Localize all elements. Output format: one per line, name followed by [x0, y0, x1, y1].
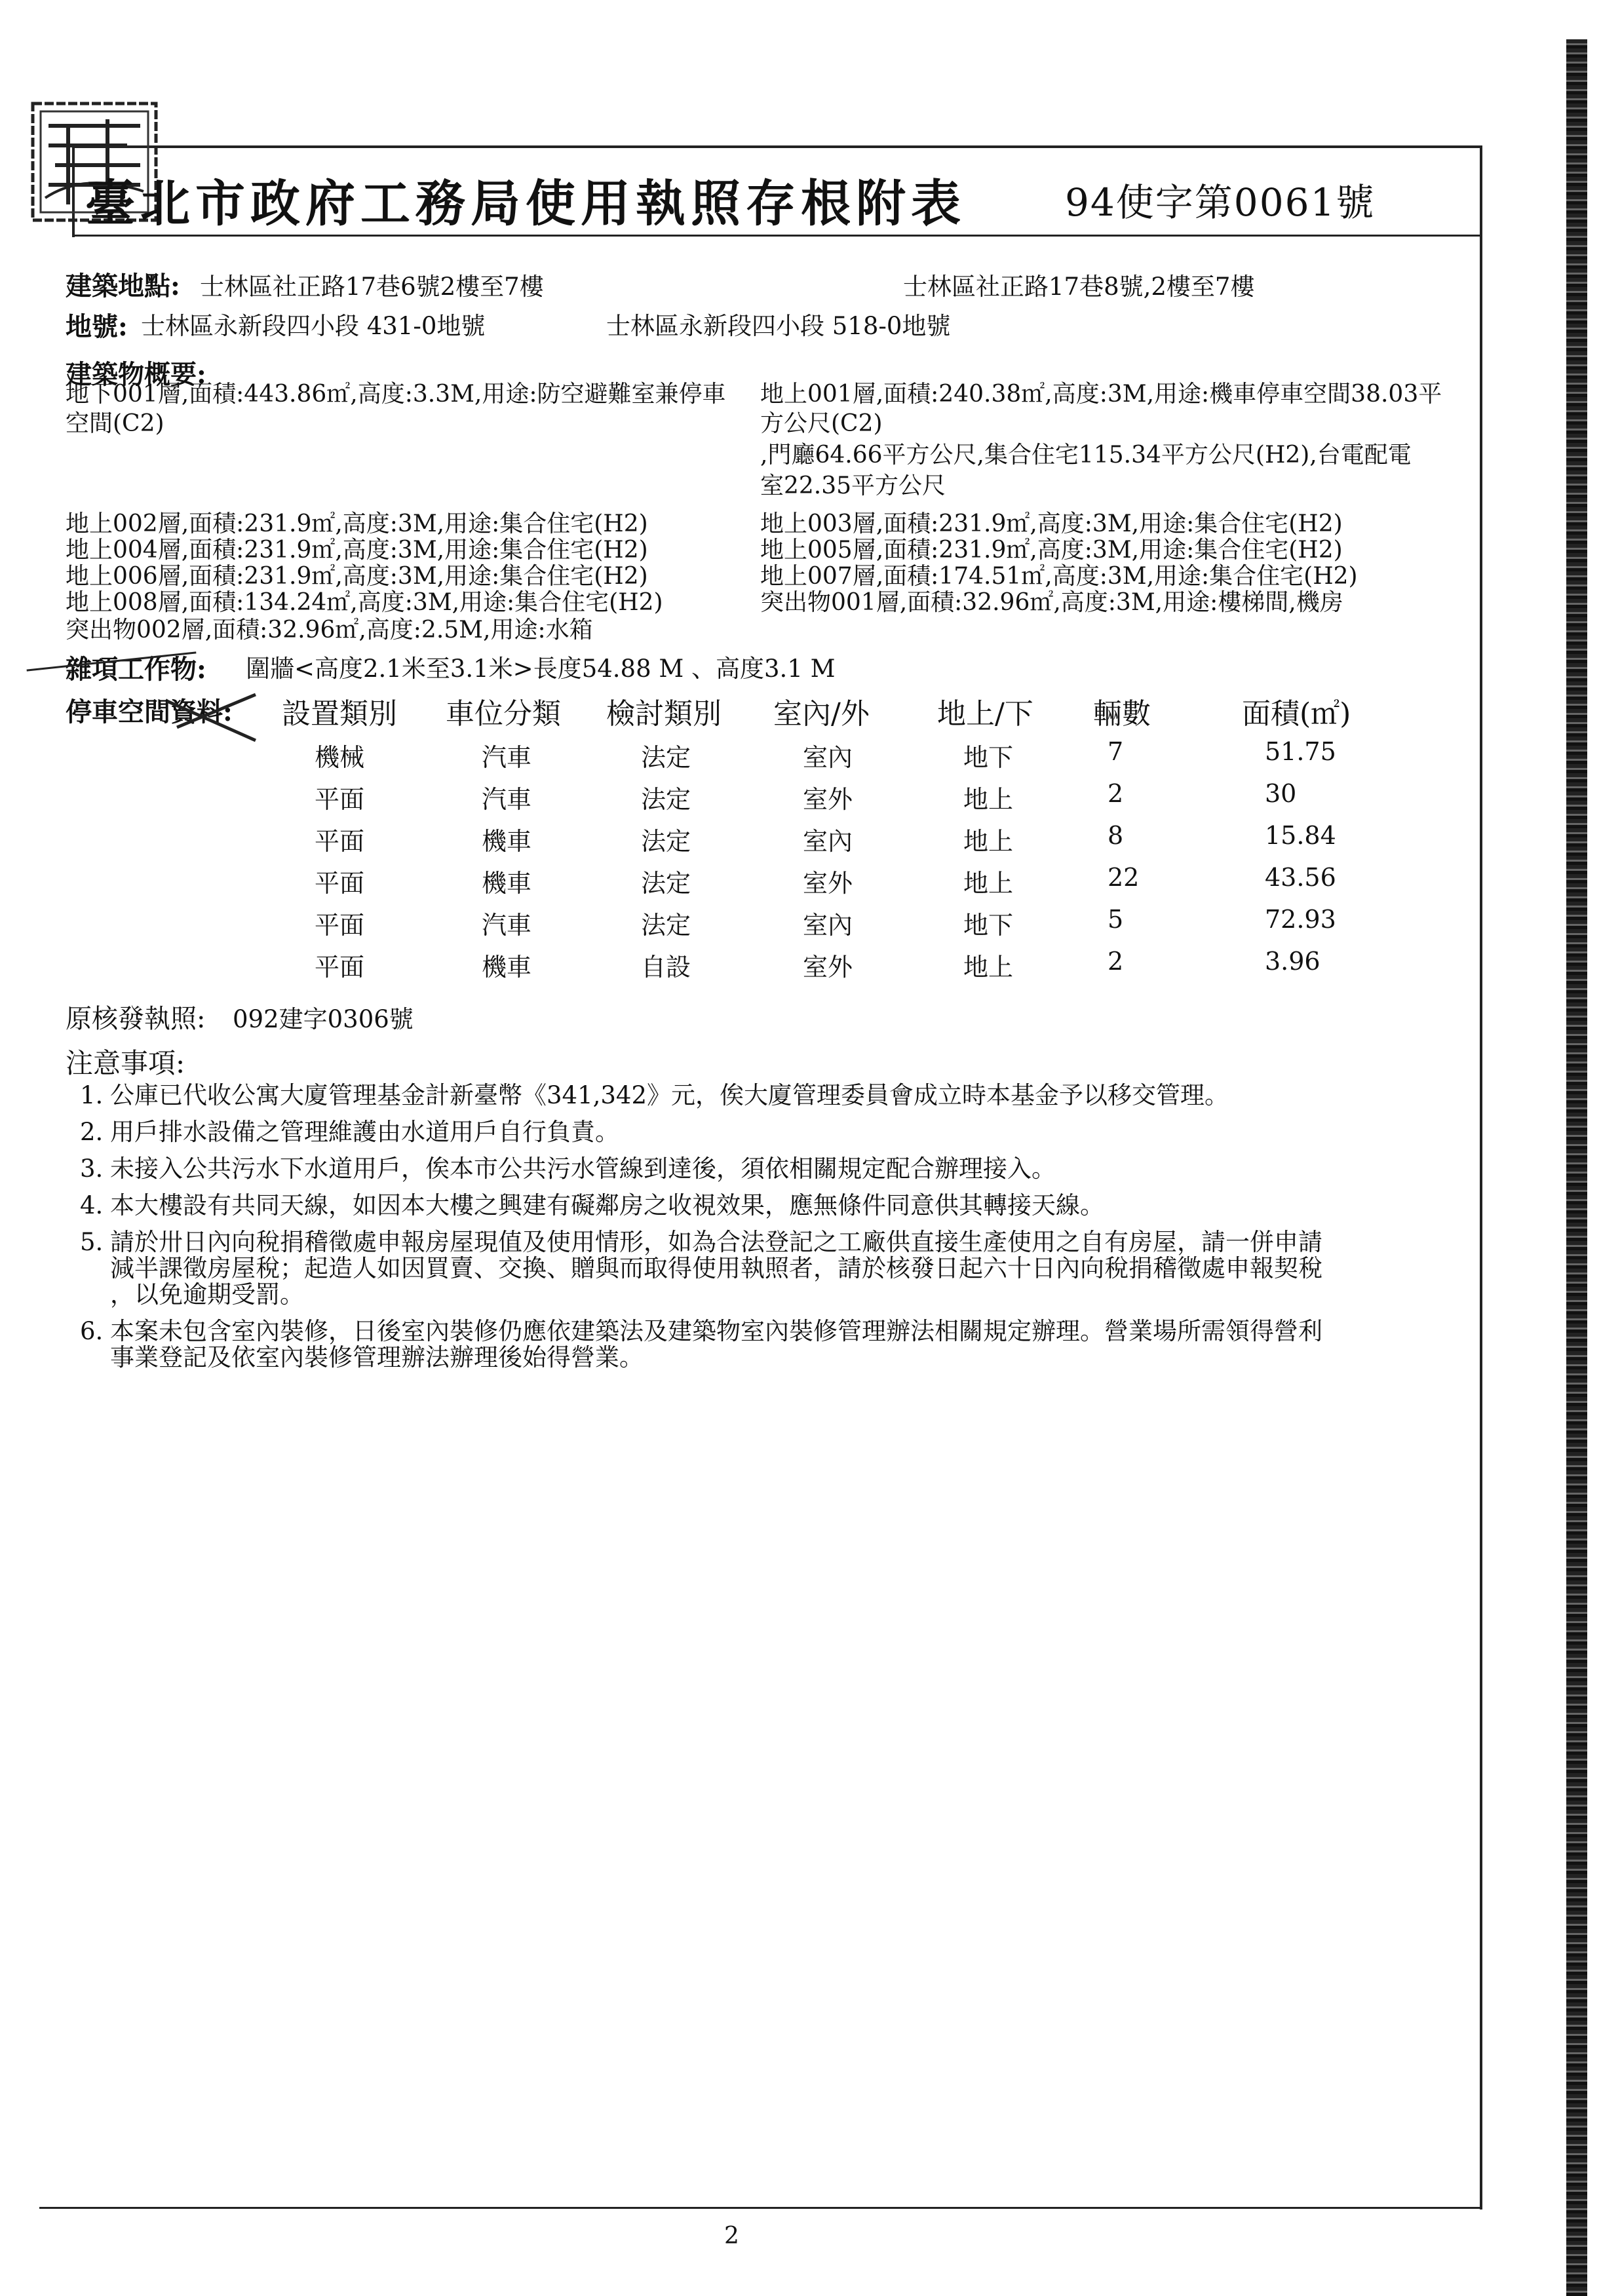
parking-cell: 平面 [315, 827, 365, 856]
parking-cell: 平面 [315, 911, 365, 940]
scan-edge-shadow [1566, 39, 1587, 2296]
parking-cell: 機車 [482, 869, 532, 898]
parking-cell: 室外 [803, 869, 853, 898]
note-line: 請於卅日內向稅捐稽徵處申報房屋現值及使用情形，如為合法登記之工廠供直接生產使用之自有房屋，請一併申請 [110, 1228, 1322, 1256]
note-number: 4. [80, 1191, 104, 1219]
note-number: 5. [80, 1228, 104, 1256]
parking-cell: 8 [1108, 821, 1124, 850]
parking-cell: 地上 [963, 785, 1014, 814]
summary-right-row: 室22.35平方公尺 [760, 472, 946, 499]
parking-cell: 法定 [641, 743, 691, 772]
note-line: 本大樓設有共同天線，如因本大樓之興建有礙鄰房之收視效果，應無條件同意供其轉接天線。 [110, 1191, 1104, 1219]
parking-label: 停車空間資料: [66, 697, 233, 727]
parking-cell: 72.93 [1265, 905, 1336, 934]
parking-cell: 平面 [315, 869, 365, 898]
parking-cell: 汽車 [482, 785, 532, 814]
building-summary-label: 建築物概要: [66, 359, 206, 390]
permit-number: 94使字第0061號 [1065, 180, 1376, 225]
building-location-label: 建築地點: [66, 271, 180, 301]
parking-cell: 平面 [315, 785, 365, 814]
note-line: 減半課徵房屋稅；起造人如因買賣、交換、贈與而取得使用執照者，請於核發日起六十日內向稅捐稽徵處申報契稅 [110, 1254, 1322, 1282]
parking-cell: 法定 [641, 911, 691, 940]
parking-cell: 51.75 [1265, 737, 1336, 766]
parking-cell: 自設 [641, 953, 691, 982]
summary-right-row: 地上007層,面積:174.51㎡,高度:3M,用途:集合住宅(H2) [760, 563, 1358, 590]
parking-cell: 7 [1108, 737, 1124, 766]
misc-works-label: 雜項工作物: [66, 654, 206, 685]
parking-cell: 15.84 [1265, 821, 1336, 850]
parking-cell: 地上 [963, 827, 1014, 856]
summary-right-row: 方公尺(C2) [760, 410, 883, 437]
summary-left-row: 突出物002層,面積:32.96㎡,高度:2.5M,用途:水箱 [66, 617, 593, 643]
parking-cell: 機車 [482, 953, 532, 982]
parking-cell: 43.56 [1265, 863, 1336, 892]
parking-cell: 3.96 [1265, 947, 1321, 976]
summary-left-row: 空間(C2) [66, 410, 164, 437]
misc-works-text: 圍牆<高度2.1米至3.1米>長度54.88 M 、高度3.1 M [246, 655, 836, 683]
parking-col-header: 車位分類 [446, 697, 561, 731]
parking-cell: 汽車 [482, 911, 532, 940]
parking-cell: 室內 [803, 827, 853, 856]
lot-number-1: 士林區永新段四小段 431-0地號 [141, 312, 486, 340]
summary-left-row: 地上008層,面積:134.24㎡,高度:3M,用途:集合住宅(H2) [66, 589, 663, 616]
note-line: ，以免逾期受罰。 [110, 1280, 304, 1309]
parking-cell: 室外 [803, 785, 853, 814]
summary-left-row: 地上004層,面積:231.9㎡,高度:3M,用途:集合住宅(H2) [66, 537, 648, 564]
notes-label: 注意事項: [66, 1047, 185, 1079]
building-location-address-2: 士林區社正路17巷8號,2樓至7樓 [903, 273, 1255, 301]
parking-cell: 地上 [963, 869, 1014, 898]
parking-col-header: 室內/外 [773, 697, 870, 731]
summary-left-row: 地上006層,面積:231.9㎡,高度:3M,用途:集合住宅(H2) [66, 563, 648, 590]
building-location-address-1: 士林區社正路17巷6號2樓至7樓 [200, 273, 544, 301]
parking-cell: 室內 [803, 743, 853, 772]
parking-col-header: 設置類別 [282, 697, 397, 731]
document-title: 臺北市政府工務局使用執照存根附表 [85, 174, 966, 233]
note-number: 1. [80, 1081, 104, 1109]
frame-top-line [72, 145, 1482, 148]
parking-cell: 5 [1108, 905, 1124, 934]
parking-cell: 法定 [641, 827, 691, 856]
lot-number-label: 地號: [66, 311, 128, 342]
note-number: 6. [80, 1317, 104, 1345]
summary-right-row: 地上001層,面積:240.38㎡,高度:3M,用途:機車停車空間38.03平 [760, 381, 1442, 408]
parking-col-header: 檢討類別 [606, 697, 722, 731]
parking-col-header: 面積(㎡) [1242, 697, 1351, 731]
parking-cell: 汽車 [482, 743, 532, 772]
note-line: 用戶排水設備之管理維護由水道用戶自行負責。 [110, 1118, 619, 1146]
original-permit-value: 092建字0306號 [233, 1005, 414, 1033]
parking-cell: 地下 [963, 911, 1014, 940]
parking-cell: 室內 [803, 911, 853, 940]
parking-cell: 法定 [641, 785, 691, 814]
parking-cell: 機車 [482, 827, 532, 856]
footer-divider [39, 2207, 1482, 2209]
parking-cell: 2 [1108, 947, 1124, 976]
parking-col-header: 地上/下 [937, 697, 1033, 731]
note-line: 本案未包含室內裝修，日後室內裝修仍應依建築法及建築物室內裝修管理辦法相關規定辦理。營業場所需領得營利 [110, 1317, 1322, 1345]
parking-cell: 機械 [315, 743, 365, 772]
note-number: 2. [80, 1118, 104, 1146]
frame-right-line [1480, 145, 1482, 2210]
page-number: 2 [724, 2223, 739, 2249]
parking-cell: 地上 [963, 953, 1014, 982]
summary-right-row: 地上005層,面積:231.9㎡,高度:3M,用途:集合住宅(H2) [760, 537, 1343, 564]
parking-cell: 地下 [963, 743, 1014, 772]
original-permit-label: 原核發執照: [66, 1004, 206, 1034]
note-line: 未接入公共污水下水道用戶，俟本市公共污水管線到達後，須依相關規定配合辦理接入。 [110, 1155, 1056, 1183]
note-line: 公庫已代收公寓大廈管理基金計新臺幣《341,342》元，俟大廈管理委員會成立時本基金予以移交管理。 [110, 1081, 1229, 1109]
summary-left-row: 地下001層,面積:443.86㎡,高度:3.3M,用途:防空避難室兼停車 [66, 381, 726, 408]
summary-left-row: 地上002層,面積:231.9㎡,高度:3M,用途:集合住宅(H2) [66, 510, 648, 537]
parking-cell: 室外 [803, 953, 853, 982]
summary-right-row: 突出物001層,面積:32.96㎡,高度:3M,用途:樓梯間,機房 [760, 589, 1343, 616]
summary-right-row: 地上003層,面積:231.9㎡,高度:3M,用途:集合住宅(H2) [760, 510, 1343, 537]
parking-cell: 2 [1108, 779, 1124, 808]
parking-cell: 22 [1108, 863, 1140, 892]
parking-cell: 法定 [641, 869, 691, 898]
note-line: 事業登記及依室內裝修管理辦法辦理後始得營業。 [110, 1343, 644, 1371]
note-number: 3. [80, 1155, 104, 1183]
lot-number-2: 士林區永新段四小段 518-0地號 [606, 312, 951, 340]
parking-cell: 平面 [315, 953, 365, 982]
parking-cell: 30 [1265, 779, 1297, 808]
summary-right-row: ,門廳64.66平方公尺,集合住宅115.34平方公尺(H2),台電配電 [760, 442, 1412, 469]
hand-arrow-mark [164, 688, 262, 747]
parking-col-header: 輛數 [1093, 697, 1151, 731]
